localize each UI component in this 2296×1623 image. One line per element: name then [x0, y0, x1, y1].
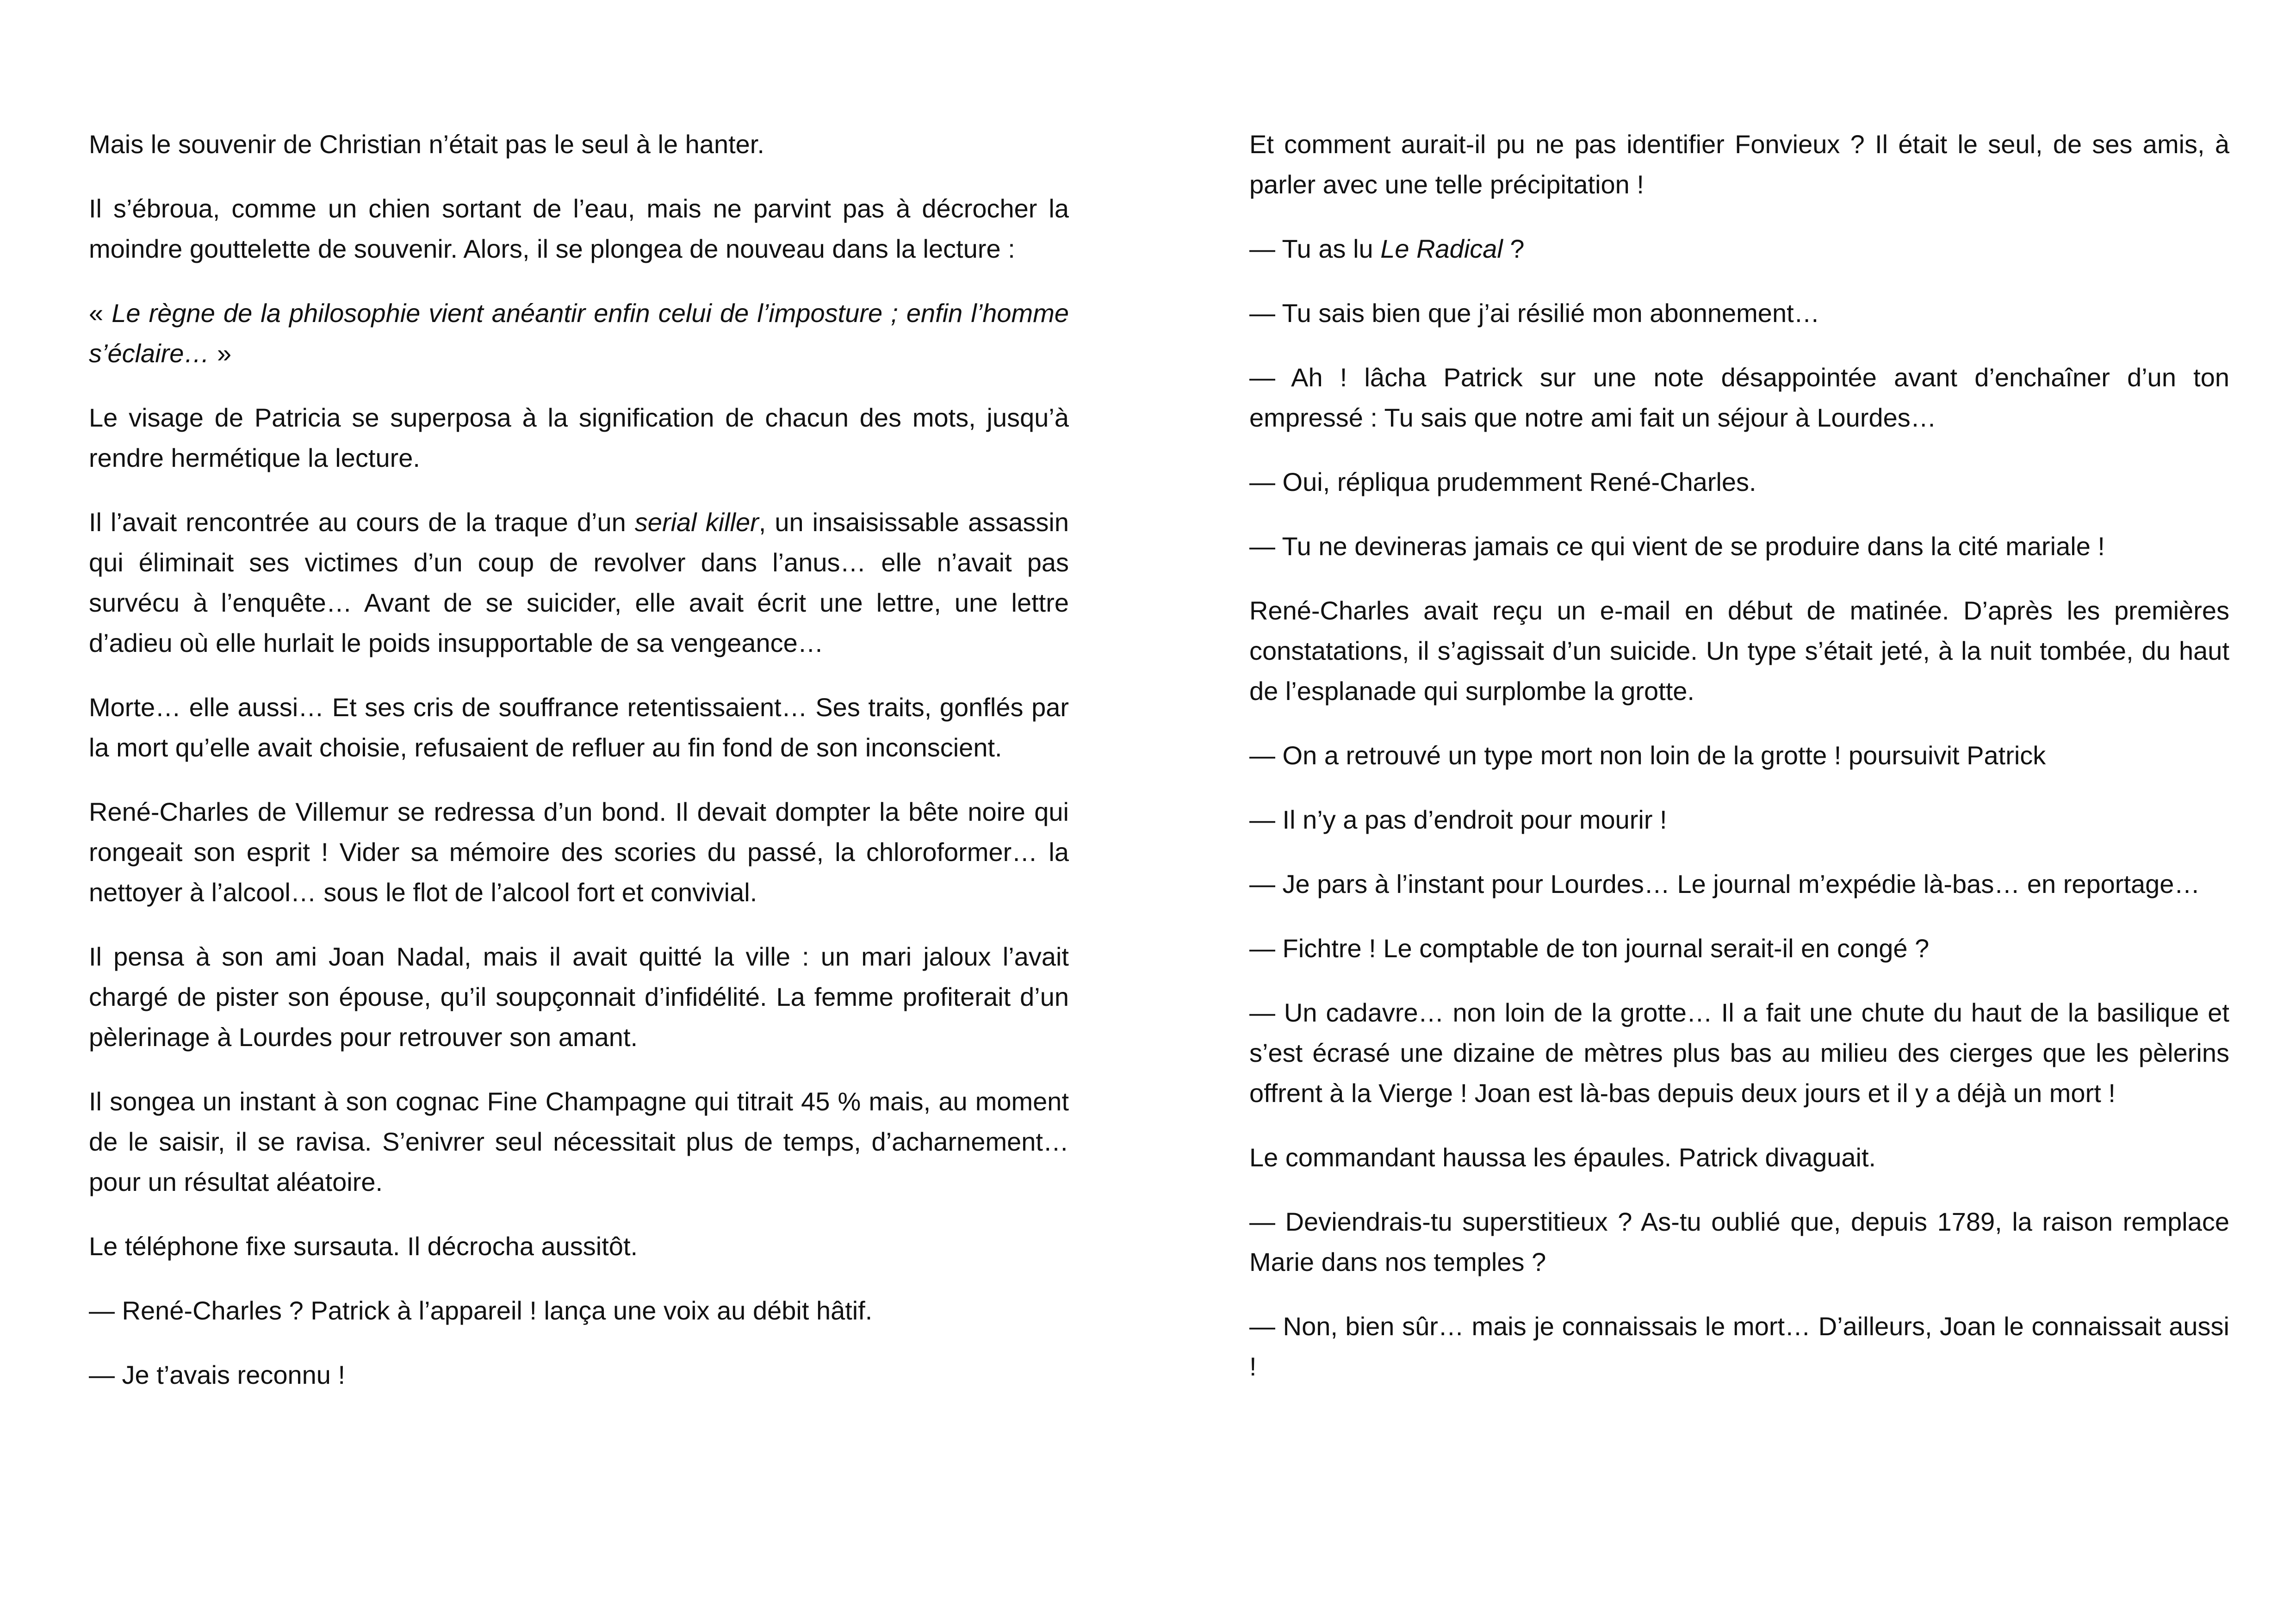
paragraph	[1249, 735, 2229, 775]
paragraph	[1249, 357, 2229, 438]
text-run: — René-Charles ? Patrick à l’appareil ! lança une voix au débit hâtif.	[89, 1296, 873, 1325]
paragraph	[1249, 462, 2229, 502]
text-run: — Non, bien sûr… mais je connaissais le mort… D’ailleurs, Joan le connaissait aussi !	[1249, 1312, 2229, 1381]
paragraph	[89, 936, 1069, 1057]
text-run: Le commandant haussa les épaules. Patrick divaguait.	[1249, 1143, 1876, 1172]
text-run: Et comment aurait-il pu ne pas identifier Fonvieux ? Il était le seul, de ses amis, à parler avec une telle précipitation !	[1249, 130, 2229, 199]
text-run: Il pensa à son ami Joan Nadal, mais il avait quitté la ville : un mari jaloux l’avait chargé de pister son épouse, qu’il soupçonnait d’infidélité. La femme profiterait d’un pèlerinage à Lourdes pour retrouver son amant.	[89, 942, 1069, 1052]
paragraph	[1249, 1137, 2229, 1177]
paragraph	[1249, 229, 2229, 269]
text-run: «	[89, 298, 112, 328]
paragraph	[1249, 1306, 2229, 1387]
text-run: Il l’avait rencontrée au cours de la traque d’un	[89, 508, 635, 537]
text-run: René-Charles avait reçu un e-mail en début de matinée. D’après les premières constatations, il s’agissait d’un suicide. Un type s’était jeté, à la nuit tombée, du haut de l’esplanade qui surplombe la grotte.	[1249, 596, 2229, 706]
paragraph	[1249, 293, 2229, 333]
paragraph	[1249, 992, 2229, 1113]
text-run: — Il n’y a pas d’endroit pour mourir !	[1249, 805, 1667, 834]
paragraph	[1249, 124, 2229, 204]
text-run: Il s’ébroua, comme un chien sortant de l’eau, mais ne parvint pas à décrocher la moindre gouttelette de souvenir. Alors, il se plongea de nouveau dans la lecture :	[89, 194, 1069, 263]
left-column	[89, 124, 1069, 1419]
paragraph	[89, 293, 1069, 373]
italic-text: Le Radical	[1380, 234, 1503, 263]
paragraph	[89, 1290, 1069, 1331]
paragraph	[89, 124, 1069, 164]
italic-text: Le règne de la philosophie vient anéantir enfin celui de l’imposture ; enfin l’homme s’éclaire…	[89, 298, 1069, 368]
paragraph	[89, 188, 1069, 269]
text-run: Le visage de Patricia se superposa à la signification de chacun des mots, jusqu’à rendre hermétique la lecture.	[89, 403, 1069, 472]
text-run: — Tu ne devineras jamais ce qui vient de se produire dans la cité mariale !	[1249, 532, 2105, 561]
text-run: — On a retrouvé un type mort non loin de la grotte ! poursuivit Patrick	[1249, 741, 2046, 770]
text-run: — Deviendrais-tu superstitieux ? As-tu oublié que, depuis 1789, la raison remplace Marie dans nos temples ?	[1249, 1207, 2229, 1276]
paragraph	[89, 1226, 1069, 1266]
text-run: — Tu as lu	[1249, 234, 1381, 263]
text-run: — Fichtre ! Le comptable de ton journal serait-il en congé ?	[1249, 934, 1930, 963]
paragraph	[1249, 928, 2229, 968]
paragraph	[89, 792, 1069, 912]
text-run: — Je pars à l’instant pour Lourdes… Le journal m’expédie là-bas… en reportage…	[1249, 869, 2200, 898]
text-run: »	[210, 339, 232, 368]
paragraph	[1249, 526, 2229, 566]
paragraph	[1249, 799, 2229, 840]
text-run: ?	[1502, 234, 1525, 263]
paragraph	[1249, 1202, 2229, 1282]
italic-text: serial killer	[634, 508, 759, 537]
text-run: Mais le souvenir de Christian n’était pas le seul à le hanter.	[89, 130, 764, 159]
text-run: — Oui, répliqua prudemment René-Charles.	[1249, 467, 1756, 496]
paragraph	[89, 1355, 1069, 1395]
right-column	[1249, 124, 2229, 1411]
text-run: , un insaisissable assassin qui éliminait ses victimes d’un coup de revolver dans l’anus… elle n’avait pas survécu à l’enquête… Avant de se suicider, elle avait écrit une lettre, une lettre d’adieu où elle hurlait le poids insupportable de sa vengeance…	[89, 508, 1069, 657]
paragraph	[89, 687, 1069, 768]
text-run: Le téléphone fixe sursauta. Il décrocha aussitôt.	[89, 1232, 638, 1261]
text-run: — Un cadavre… non loin de la grotte… Il a fait une chute du haut de la basilique et s’est écrasé une dizaine de mètres plus bas au milieu des cierges que les pèlerins offrent à la Vierge ! Joan est là-bas depuis deux jours et il y a déjà un mort !	[1249, 998, 2229, 1108]
text-run: — Tu sais bien que j’ai résilié mon abonnement…	[1249, 298, 1820, 328]
text-run: Morte… elle aussi… Et ses cris de souffrance retentissaient… Ses traits, gonflés par la mort qu’elle avait choisie, refusaient de refluer au fin fond de son inconscient.	[89, 693, 1069, 762]
paragraph	[1249, 864, 2229, 904]
text-run: Il songea un instant à son cognac Fine Champagne qui titrait 45 % mais, au moment de le saisir, il se ravisa. S’enivrer seul nécessitait plus de temps, d’acharnement… pour un résultat aléatoire.	[89, 1087, 1069, 1196]
text-run: — Ah ! lâcha Patrick sur une note désappointée avant d’enchaîner d’un ton empressé : Tu sais que notre ami fait un séjour à Lourdes…	[1249, 363, 2229, 432]
text-run: — Je t’avais reconnu !	[89, 1360, 346, 1389]
paragraph	[89, 502, 1069, 663]
paragraph	[89, 397, 1069, 478]
text-run: René-Charles de Villemur se redressa d’un bond. Il devait dompter la bête noire qui rongeait son esprit ! Vider sa mémoire des scories du passé, la chloroformer… la nettoyer à l’alcool… sous le flot de l’alcool fort et convivial.	[89, 797, 1069, 907]
paragraph	[89, 1081, 1069, 1202]
paragraph	[1249, 590, 2229, 711]
